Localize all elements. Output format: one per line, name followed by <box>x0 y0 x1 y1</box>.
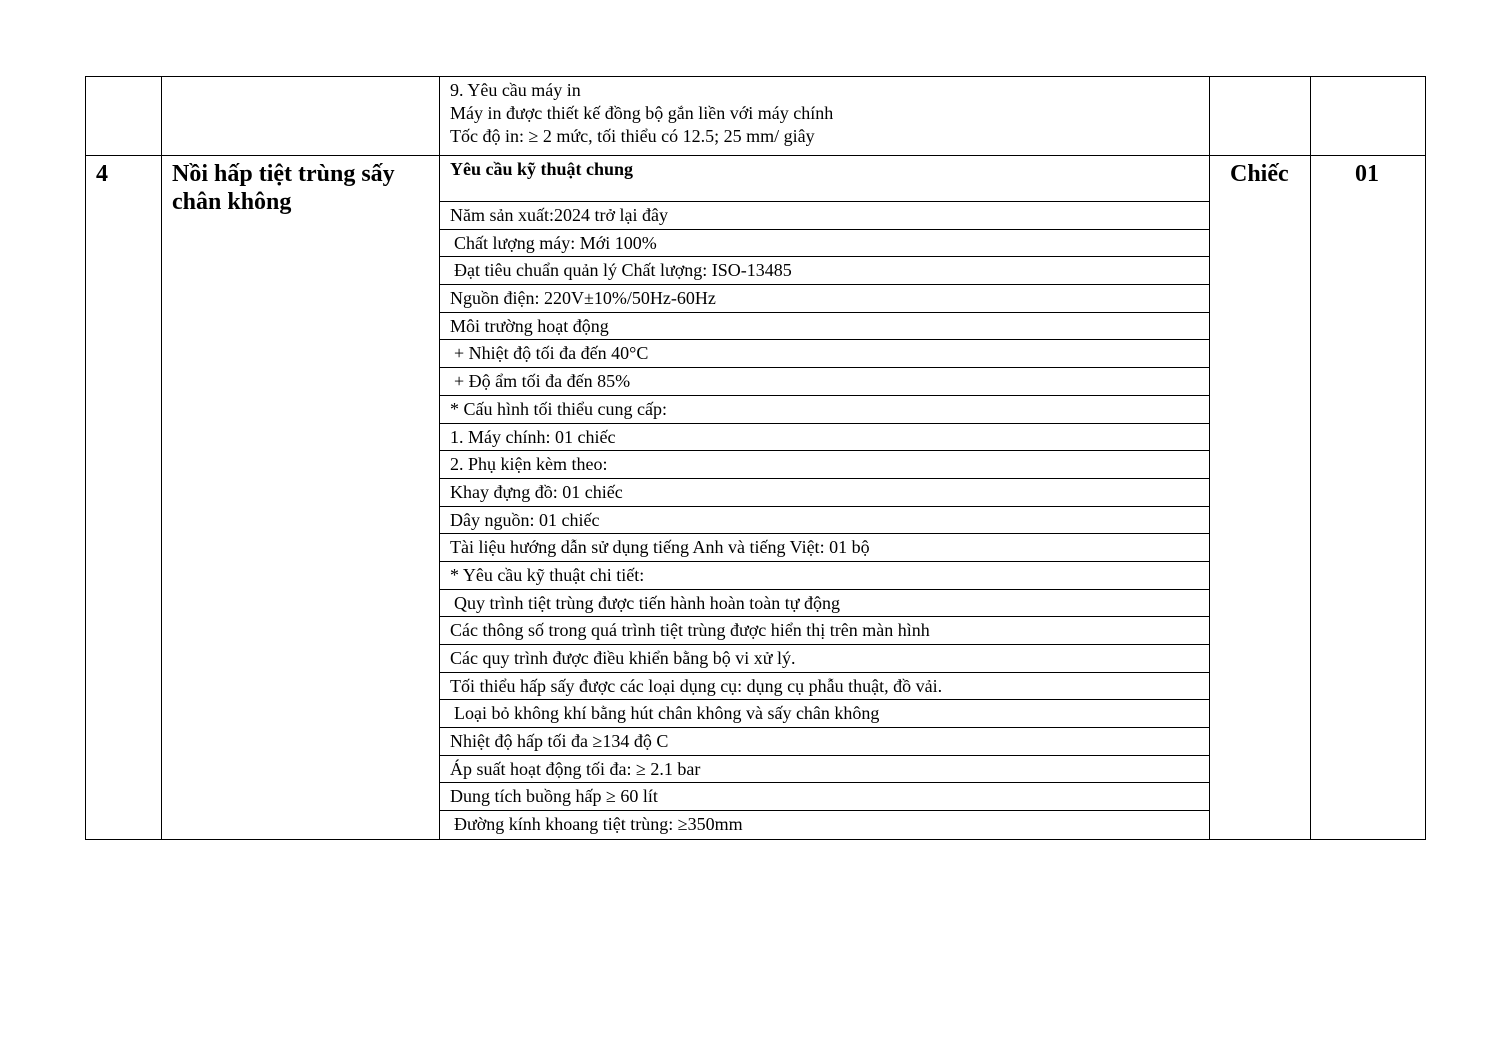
spec-row: Dây nguồn: 01 chiếc <box>440 507 1209 535</box>
item-spec-cell <box>440 156 1210 840</box>
spec-row: + Độ ẩm tối đa đến 85% <box>440 368 1209 396</box>
equipment-spec-table <box>85 76 1426 840</box>
spec-row: Đường kính khoang tiệt trùng: ≥350mm <box>454 814 743 835</box>
continuation-unit-cell <box>1210 77 1311 156</box>
spec-row: Môi trường hoạt động <box>440 313 1209 341</box>
spec-row: Tối thiểu hấp sấy được các loại dụng cụ: dụng cụ phẫu thuật, đồ vải. <box>440 673 1209 701</box>
spec-header: Yêu cầu kỹ thuật chung <box>440 156 1209 202</box>
spec-row: Tài liệu hướng dẫn sử dụng tiếng Anh và tiếng Việt: 01 bộ <box>440 534 1209 562</box>
continuation-name-cell <box>162 77 440 156</box>
continuation-qty-cell <box>1311 77 1426 156</box>
spec-row: Năm sản xuất:2024 trở lại đây <box>440 202 1209 230</box>
spec-row: + Nhiệt độ tối đa đến 40°C <box>440 340 1209 368</box>
item-name: Nồi hấp tiệt trùng sấy chân không <box>172 161 395 215</box>
spec-row: Dung tích buồng hấp ≥ 60 lít <box>440 783 1209 811</box>
item-unit: Chiếc <box>1230 161 1289 187</box>
spec-row: 2. Phụ kiện kèm theo: <box>440 451 1209 479</box>
spec-row: Loại bỏ không khí bằng hút chân không và sấy chân không <box>440 700 1209 728</box>
item-unit-cell <box>1210 156 1311 840</box>
item-stt-cell <box>86 156 162 840</box>
printer-speed-line: Tốc độ in: ≥ 2 mức, tối thiểu có 12.5; 25 mm/ giây <box>450 126 815 146</box>
item-quantity: 01 <box>1355 161 1379 187</box>
spec-row: Quy trình tiệt trùng được tiến hành hoàn toàn tự động <box>440 590 1209 618</box>
printer-design-line: Máy in được thiết kế đồng bộ gắn liền với máy chính <box>450 103 834 123</box>
spec-row: Các thông số trong quá trình tiệt trùng được hiển thị trên màn hình <box>440 617 1209 645</box>
spec-row: * Yêu cầu kỹ thuật chi tiết: <box>440 562 1209 590</box>
spec-list <box>440 156 1209 839</box>
spec-row: Khay đựng đồ: 01 chiếc <box>440 479 1209 507</box>
spec-row: Nguồn điện: 220V±10%/50Hz-60Hz <box>440 285 1209 313</box>
item-name-cell <box>162 156 440 840</box>
continuation-spec-cell <box>440 77 1210 156</box>
spec-row: Các quy trình được điều khiển bằng bộ vi xử lý. <box>440 645 1209 673</box>
item-number: 4 <box>96 161 108 187</box>
item-qty-cell <box>1311 156 1426 840</box>
spec-row: 1. Máy chính: 01 chiếc <box>440 424 1209 452</box>
spec-row: Đạt tiêu chuẩn quản lý Chất lượng: ISO-13485 <box>440 257 1209 285</box>
spec-row: Nhiệt độ hấp tối đa ≥134 độ C <box>440 728 1209 756</box>
spec-row: Chất lượng máy: Mới 100% <box>440 230 1209 258</box>
printer-requirement-title: 9. Yêu cầu máy in <box>450 80 581 100</box>
item-row <box>86 156 1426 840</box>
continuation-stt-cell <box>86 77 162 156</box>
continuation-row <box>86 77 1426 156</box>
spec-row: * Cấu hình tối thiểu cung cấp: <box>440 396 1209 424</box>
spec-row: Áp suất hoạt động tối đa: ≥ 2.1 bar <box>440 756 1209 784</box>
